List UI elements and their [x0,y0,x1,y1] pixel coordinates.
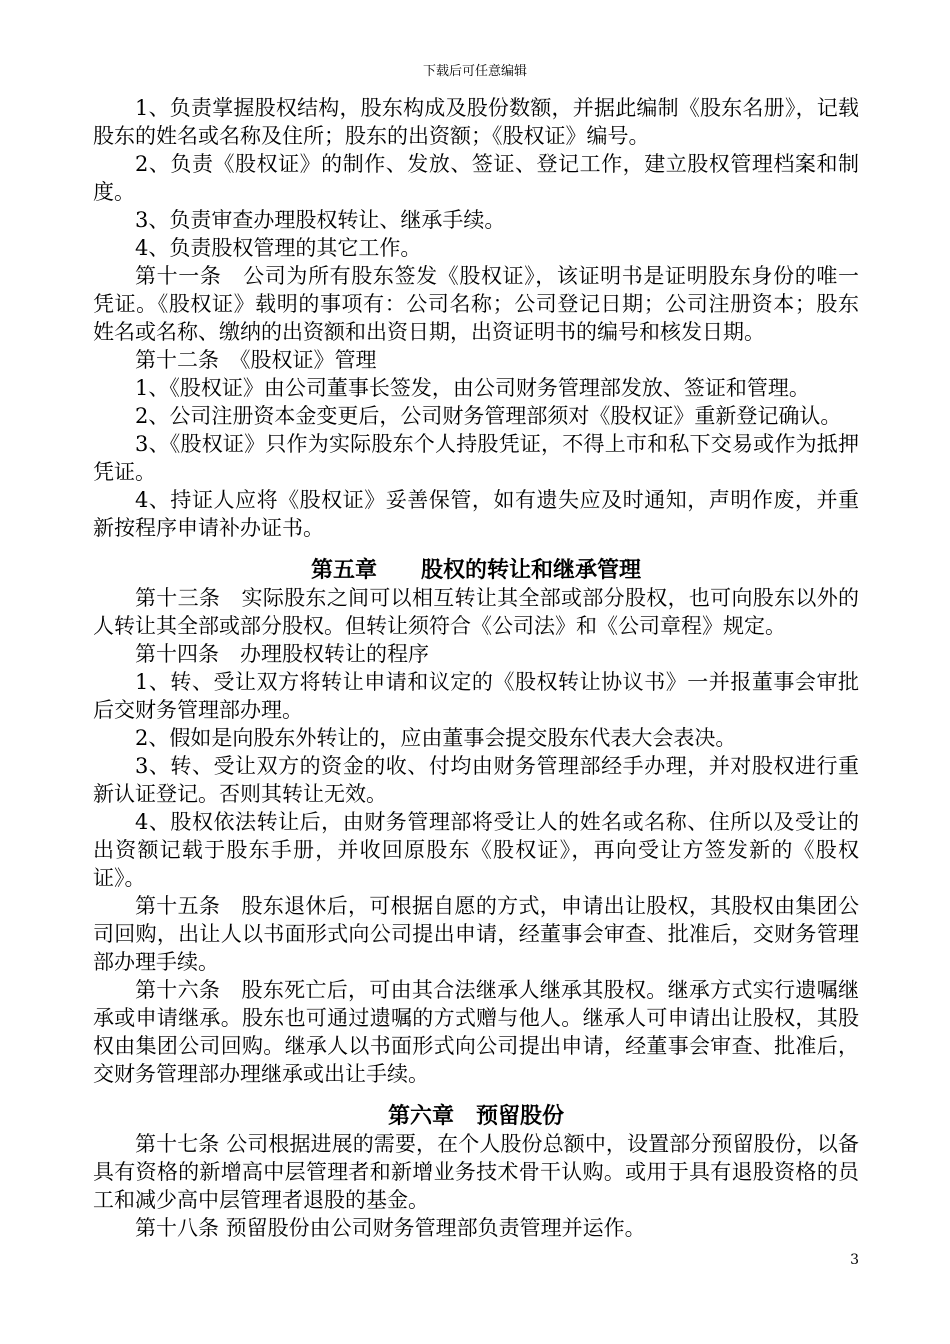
section-spacer [93,542,859,556]
paragraph: 1、转、受让双方将转让申请和议定的《股权转让协议书》一并报董事会审批后交财务管理部办理。 [93,670,859,722]
paragraph: 1、《股权证》由公司董事长签发，由公司财务管理部发放、签证和管理。 [135,376,810,400]
paragraph: 4、股权依法转让后，由财务管理部将受让人的姓名或名称、住所以及受让的出资额记载于股东手册，并收回原股东《股权证》，再向受让方签发新的《股权证》。 [93,810,859,890]
paragraph: 第十四条 办理股权转让的程序 [135,642,429,666]
paragraph: 第十六条 股东死亡后，可由其合法继承人继承其股权。继承方式实行遗嘱继承或申请继承。股东也可通过遗嘱的方式赠与他人。继承人可申请出让股权，其股权由集团公司回购。继承人以书面形式向公司提出申请，经董事会审查、批准后，交财务管理部办理继承或出让手续。 [93,978,859,1086]
paragraph: 第十七条 公司根据进展的需要，在个人股份总额中，设置部分预留股份，以备具有资格的新增高中层管理者和新增业务技术骨干认购。或用于具有退股资格的员工和减少高中层管理者退股的基金。 [93,1132,859,1212]
paragraph: 第十二条 《股权证》管理 [135,348,377,372]
document-body [93,94,859,1242]
chapter-heading: 第五章 股权的转让和继承管理 [310,557,641,583]
paragraph: 第十三条 实际股东之间可以相互转让其全部或部分股权，也可向股东以外的人转让其全部或部分股权。但转让须符合《公司法》和《公司章程》规定。 [93,586,859,638]
paragraph: 1、负责掌握股权结构，股东构成及股份数额，并据此编制《股东名册》，记载股东的姓名或名称及住所；股东的出资额；《股权证》编号。 [93,96,859,148]
paragraph: 4、负责股权管理的其它工作。 [135,236,422,260]
page-number: 3 [850,1252,859,1268]
paragraph: 2、负责《股权证》的制作、发放、签证、登记工作，建立股权管理档案和制度。 [93,152,859,204]
page-header-note: 下载后可任意编辑 [422,64,527,79]
paragraph: 3、转、受让双方的资金的收、付均由财务管理部经手办理，并对股权进行重新认证登记。否则其转让无效。 [93,754,859,806]
section-spacer [93,1088,859,1102]
paragraph: 第十一条 公司为所有股东签发《股权证》，该证明书是证明股东身份的唯一凭证。《股权证》载明的事项有：公司名称；公司登记日期；公司注册资本；股东姓名或名称、缴纳的出资额和出资日期，出资证明书的编号和核发日期。 [93,264,859,344]
paragraph: 第十八条 预留股份由公司财务管理部负责管理并运作。 [135,1216,646,1240]
chapter-heading: 第六章 预留股份 [387,1103,564,1129]
paragraph: 4、持证人应将《股权证》妥善保管，如有遗失应及时通知，声明作废，并重新按程序申请补办证书。 [93,488,859,540]
paragraph: 第十五条 股东退休后，可根据自愿的方式，申请出让股权，其股权由集团公司回购，出让人以书面形式向公司提出申请，经董事会审查、批准后，交财务管理部办理手续。 [93,894,859,974]
paragraph: 3、负责审查办理股权转让、继承手续。 [135,208,506,232]
paragraph: 2、公司注册资本金变更后，公司财务管理部须对《股权证》重新登记确认。 [135,404,842,428]
paragraph: 3、《股权证》只作为实际股东个人持股凭证，不得上市和私下交易或作为抵押凭证。 [93,432,859,484]
paragraph: 2、假如是向股东外转让的，应由董事会提交股东代表大会表决。 [135,726,737,750]
